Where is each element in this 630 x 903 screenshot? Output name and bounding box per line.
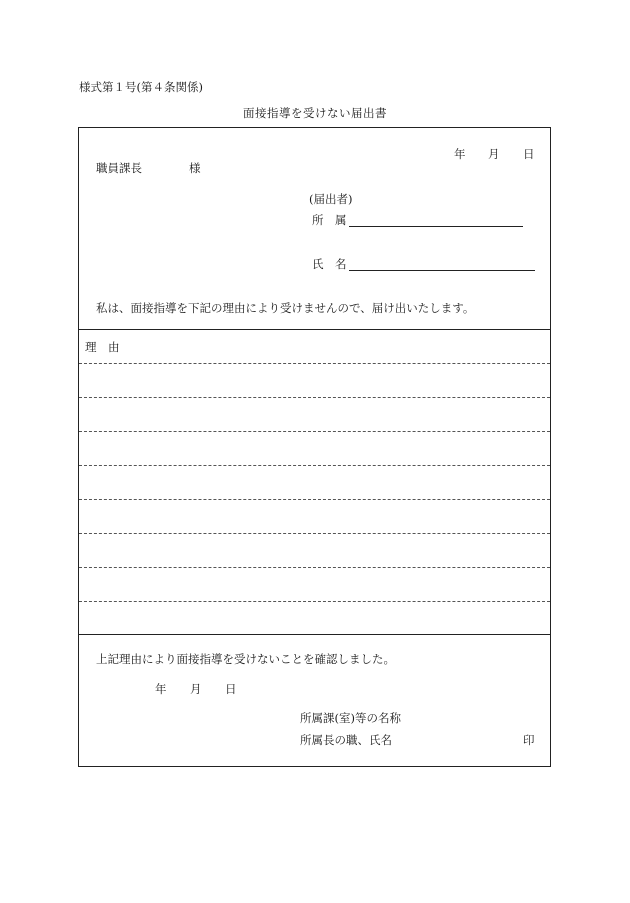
notification-day: 日 <box>523 147 535 161</box>
form-number: 様式第１号(第４条関係) <box>79 80 203 94</box>
confirmation-month: 月 <box>190 682 202 696</box>
document-title: 面接指導を受けない届出書 <box>243 106 387 120</box>
reason-line[interactable] <box>79 465 550 466</box>
honorific: 様 <box>189 161 201 175</box>
notification-month: 月 <box>488 147 500 161</box>
name-label: 氏 名 <box>312 257 347 271</box>
reason-line[interactable] <box>79 363 550 364</box>
name-field[interactable] <box>349 270 535 271</box>
reason-label: 理 由 <box>85 340 120 354</box>
submitter-heading: (届出者) <box>309 192 353 206</box>
affiliation-field[interactable] <box>349 226 523 227</box>
reason-line[interactable] <box>79 499 550 500</box>
confirmation-day: 日 <box>225 682 237 696</box>
confirmation-text: 上記理由により面接指導を受けないことを確認しました。 <box>96 652 395 666</box>
reason-line[interactable] <box>79 567 550 568</box>
seal-mark: 印 <box>523 733 535 747</box>
affiliation-label: 所 属 <box>312 213 347 227</box>
department-label: 所属課(室)等の名称 <box>300 711 401 725</box>
addressee: 職員課長 <box>96 161 142 175</box>
head-label: 所属長の職、氏名 <box>300 733 392 747</box>
confirmation-year: 年 <box>155 682 167 696</box>
reason-line[interactable] <box>79 431 550 432</box>
section-divider <box>78 634 551 635</box>
notification-year: 年 <box>454 147 466 161</box>
reason-line[interactable] <box>79 533 550 534</box>
reason-line[interactable] <box>79 601 550 602</box>
section-divider <box>78 329 551 330</box>
notification-statement: 私は、面接指導を下記の理由により受けませんので、届け出いたします。 <box>96 301 475 315</box>
reason-line[interactable] <box>79 397 550 398</box>
